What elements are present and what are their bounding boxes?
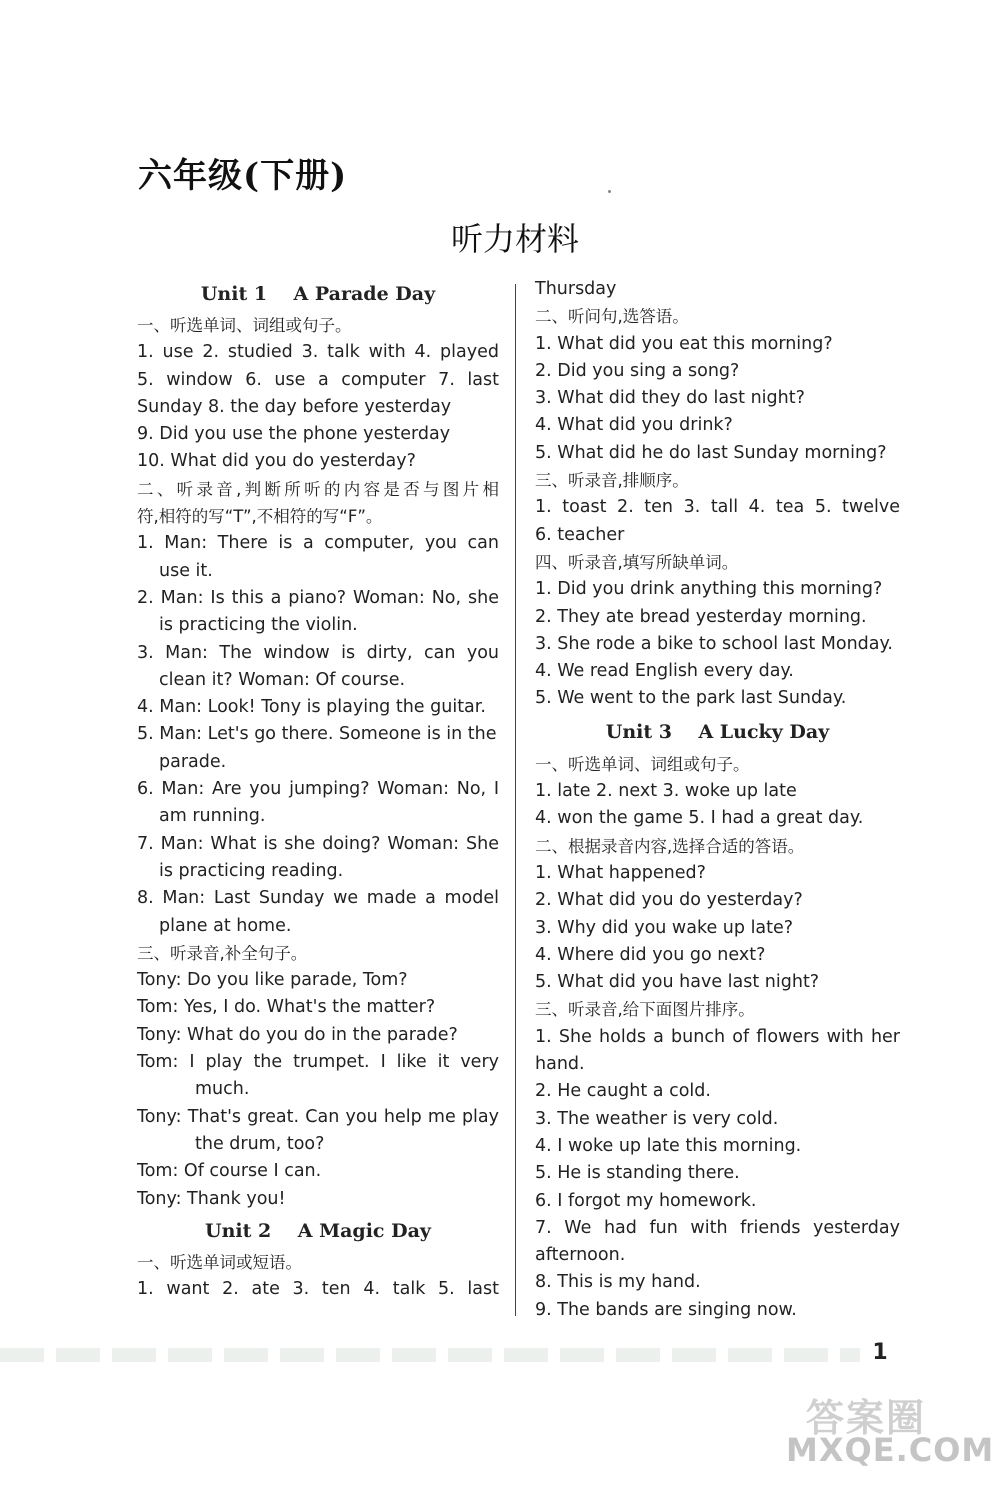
answer-line: 4. won the game 5. I had a great day. [535, 808, 864, 829]
answer-line: 5. window 6. use a computer 7. last [137, 369, 499, 390]
sentence-line: 2. He caught a cold. [535, 1081, 711, 1102]
section-instruction: 一、听选单词、词组或句子。 [137, 316, 352, 335]
unit-3-heading: Unit 3 A Lucky Day [605, 720, 830, 743]
section-instruction: 二、根据录音内容,选择合适的答语。 [535, 836, 805, 856]
answer-line: Thursday [535, 279, 617, 299]
question-line: 4. What did you drink? [535, 415, 733, 436]
section-instruction: 三、听录音,给下面图片排序。 [535, 1000, 755, 1020]
question-line: 2. What did you do yesterday? [535, 890, 803, 911]
unit-2-heading: Unit 2 A Magic Day [205, 1219, 431, 1242]
answer-line: 10. What did you do yesterday? [137, 451, 416, 472]
dialogue-line: 8. Man: Last Sunday we made a model [137, 888, 499, 909]
section-instruction: 一、听选单词或短语。 [137, 1252, 302, 1272]
section-instruction: 符,相符的写“T”,不相符的写“F”。 [137, 507, 383, 527]
left-column [137, 276, 499, 1303]
sentence-line: 1. Did you drink anything this morning? [535, 579, 883, 600]
grade-title: 六年级(下册) [138, 156, 348, 196]
dialogue-line: plane at home. [159, 915, 292, 936]
dialogue-line: Tom: Of course I can. [137, 1161, 322, 1182]
dialogue-line: am running. [159, 806, 266, 827]
answer-line: 1. use 2. studied 3. talk with 4. played [137, 342, 499, 363]
dialogue-line: is practicing the violin. [159, 615, 358, 636]
sentence-line: 1. She holds a bunch of flowers with her [535, 1026, 900, 1047]
question-line: 5. What did he do last Sunday morning? [535, 442, 887, 463]
watermark-logo-text: 答案圈 [806, 1396, 927, 1440]
dialogue-line: Tom: I play the trumpet. I like it very [137, 1052, 499, 1073]
section-instruction: 四、听录音,填写所缺单词。 [535, 552, 739, 572]
dialogue-line: 5. Man: Let's go there. Someone is in the [137, 724, 497, 745]
sentence-line: 4. I woke up late this morning. [535, 1135, 802, 1156]
dialogue-line: 6. Man: Are you jumping? Woman: No, I [137, 779, 499, 800]
question-line: 3. What did they do last night? [535, 388, 805, 409]
sentence-line: afternoon. [535, 1245, 626, 1266]
sentence-line: 4. We read English every day. [535, 661, 794, 682]
section-instruction: 三、听录音,补全句子。 [137, 943, 308, 963]
dialogue-line: Tony: What do you do in the parade? [137, 1024, 458, 1045]
unit-1-heading: Unit 1 A Parade Day [200, 283, 436, 305]
question-line: 5. What did you have last night? [535, 972, 820, 993]
right-column [535, 276, 900, 1324]
sentence-line: 3. She rode a bike to school last Monday. [535, 633, 893, 654]
dialogue-line: Tony: That's great. Can you help me play [137, 1106, 499, 1127]
dialogue-line: clean it? Woman: Of course. [159, 669, 406, 690]
dialogue-line: Tony: Do you like parade, Tom? [137, 970, 408, 991]
question-line: 3. Why did you wake up late? [535, 917, 794, 938]
answer-line: 9. Did you use the phone yesterday [137, 424, 451, 445]
sentence-line: 5. We went to the park last Sunday. [535, 688, 847, 709]
sentence-line: hand. [535, 1054, 585, 1075]
dialogue-line: 2. Man: Is this a piano? Woman: No, she [137, 587, 499, 608]
question-line: 1. What did you eat this morning? [535, 333, 833, 354]
watermark [786, 1387, 995, 1471]
answer-line: 1. late 2. next 3. woke up late [535, 781, 797, 802]
dialogue-line: Tom: Yes, I do. What's the matter? [137, 997, 436, 1018]
sentence-line: 9. The bands are singing now. [535, 1299, 797, 1320]
footer-decoration [0, 1348, 860, 1362]
scan-speck [608, 190, 611, 193]
section-instruction: 二、听问句,选答语。 [535, 307, 689, 327]
question-line: 2. Did you sing a song? [535, 360, 740, 381]
dialogue-line: 3. Man: The window is dirty, can you [137, 642, 499, 663]
column-divider [515, 284, 516, 1316]
dialogue-line: 7. Man: What is she doing? Woman: She [137, 833, 499, 854]
sentence-line: 7. We had fun with friends yesterday [535, 1217, 900, 1238]
sentence-line: 8. This is my hand. [535, 1272, 701, 1293]
answer-line: 6. teacher [535, 524, 625, 545]
dialogue-line: 4. Man: Look! Tony is playing the guitar. [137, 697, 486, 718]
section-instruction: 二、听录音,判断所听的内容是否与图片相 [137, 479, 499, 499]
sentence-line: 2. They ate bread yesterday morning. [535, 606, 867, 627]
dialogue-line: much. [195, 1079, 250, 1100]
dialogue-line: parade. [159, 751, 227, 772]
dialogue-line: 1. Man: There is a computer, you can [137, 533, 499, 554]
answer-line: Sunday 8. the day before yesterday [137, 396, 452, 417]
question-line: 1. What happened? [535, 862, 706, 883]
watermark-url: MXQE.COM [786, 1431, 995, 1469]
section-title: 听力材料 [450, 220, 579, 258]
section-instruction: 三、听录音,排顺序。 [535, 471, 689, 491]
section-instruction: 一、听选单词、词组或句子。 [535, 754, 750, 774]
dialogue-line: Tony: Thank you! [137, 1188, 286, 1209]
dialogue-line: the drum, too? [195, 1133, 325, 1154]
page-number: 1 [872, 1340, 888, 1365]
answer-line: 1. toast 2. ten 3. tall 4. tea 5. twelve [535, 497, 900, 518]
sentence-line: 3. The weather is very cold. [535, 1108, 779, 1129]
sentence-line: 6. I forgot my homework. [535, 1190, 757, 1211]
answer-line: 1. want 2. ate 3. ten 4. talk 5. last [137, 1279, 499, 1300]
dialogue-line: use it. [159, 560, 213, 581]
sentence-line: 5. He is standing there. [535, 1163, 740, 1184]
dialogue-line: is practicing reading. [159, 860, 344, 881]
question-line: 4. Where did you go next? [535, 944, 766, 965]
